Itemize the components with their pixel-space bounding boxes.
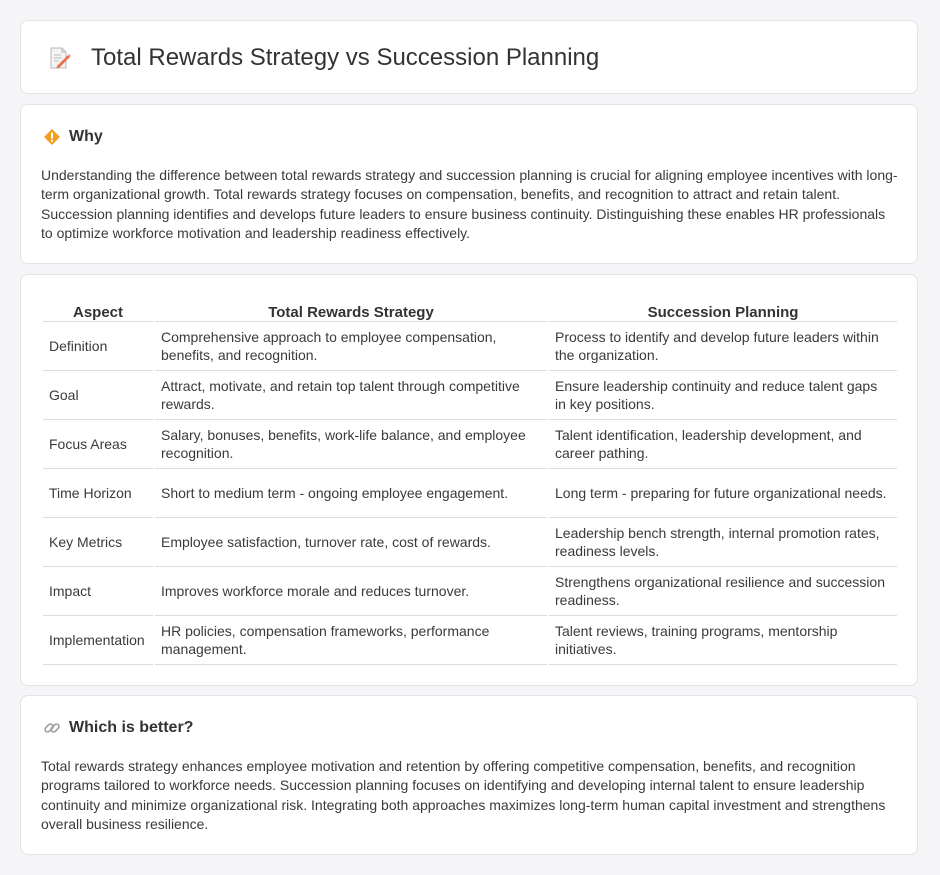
row-total-rewards: HR policies, compensation frameworks, performance management. <box>155 616 547 665</box>
row-total-rewards: Salary, bonuses, benefits, work-life balance, and employee recognition. <box>155 420 547 469</box>
row-aspect: Goal <box>43 371 153 420</box>
better-heading: Which is better? <box>69 719 194 736</box>
row-aspect: Implementation <box>43 616 153 665</box>
row-aspect: Focus Areas <box>43 420 153 469</box>
row-succession: Ensure leadership continuity and reduce talent gaps in key positions. <box>549 371 897 420</box>
diamond-warning-icon <box>43 128 61 146</box>
row-succession: Long term - preparing for future organizational needs. <box>549 469 897 518</box>
table-row <box>43 518 897 567</box>
row-total-rewards: Employee satisfaction, turnover rate, cost of rewards. <box>155 518 547 567</box>
header-total-rewards: Total Rewards Strategy <box>155 295 547 322</box>
row-succession: Talent reviews, training programs, mentorship initiatives. <box>549 616 897 665</box>
row-aspect: Impact <box>43 567 153 616</box>
row-succession: Leadership bench strength, internal promotion rates, readiness levels. <box>549 518 897 567</box>
better-text: Total rewards strategy enhances employee motivation and retention by offering competitive compensation, benefits, and recognition programs tailored to workforce needs. Succession planning focuses on identifying and developing internal talent to ensure leadership continuity and minimize organizational risk. Integrating both approaches maximizes long-term human capital investment and strengthens overall business resilience. <box>41 758 886 833</box>
why-heading: Why <box>69 128 103 145</box>
why-text: Understanding the difference between total rewards strategy and succession planning is crucial for aligning employee incentives with long-term organizational growth. Total rewards strategy focuses on compensation, benefits, and recognition to attract and retain talent. Succession planning identifies and develops future leaders to ensure business continuity. Distinguishing these enables HR professionals to optimize workforce motivation and leadership readiness effectively. <box>41 167 898 242</box>
table-header-row <box>43 295 897 322</box>
table-row <box>43 371 897 420</box>
table-row <box>43 616 897 665</box>
header-aspect: Aspect <box>43 295 153 322</box>
table-row <box>43 322 897 371</box>
row-total-rewards: Improves workforce morale and reduces turnover. <box>155 567 547 616</box>
row-succession: Strengthens organizational resilience and succession readiness. <box>549 567 897 616</box>
row-aspect: Definition <box>43 322 153 371</box>
table-row <box>43 420 897 469</box>
header-succession: Succession Planning <box>549 295 897 322</box>
row-succession: Process to identify and develop future leaders within the organization. <box>549 322 897 371</box>
row-aspect: Time Horizon <box>43 469 153 518</box>
row-succession: Talent identification, leadership development, and career pathing. <box>549 420 897 469</box>
table-row <box>43 567 897 616</box>
table-row <box>43 469 897 518</box>
header-card <box>20 20 918 94</box>
row-aspect: Key Metrics <box>43 518 153 567</box>
comparison-card <box>20 274 918 686</box>
row-total-rewards: Short to medium term - ongoing employee engagement. <box>155 469 547 518</box>
row-total-rewards: Attract, motivate, and retain top talent through competitive rewards. <box>155 371 547 420</box>
why-section <box>20 104 918 264</box>
row-total-rewards: Comprehensive approach to employee compensation, benefits, and recognition. <box>155 322 547 371</box>
link-icon <box>43 719 61 737</box>
comparison-table <box>41 295 899 665</box>
memo-pencil-icon <box>47 46 71 70</box>
page-title: Total Rewards Strategy vs Succession Planning <box>91 44 600 71</box>
which-is-better-section <box>20 695 918 855</box>
